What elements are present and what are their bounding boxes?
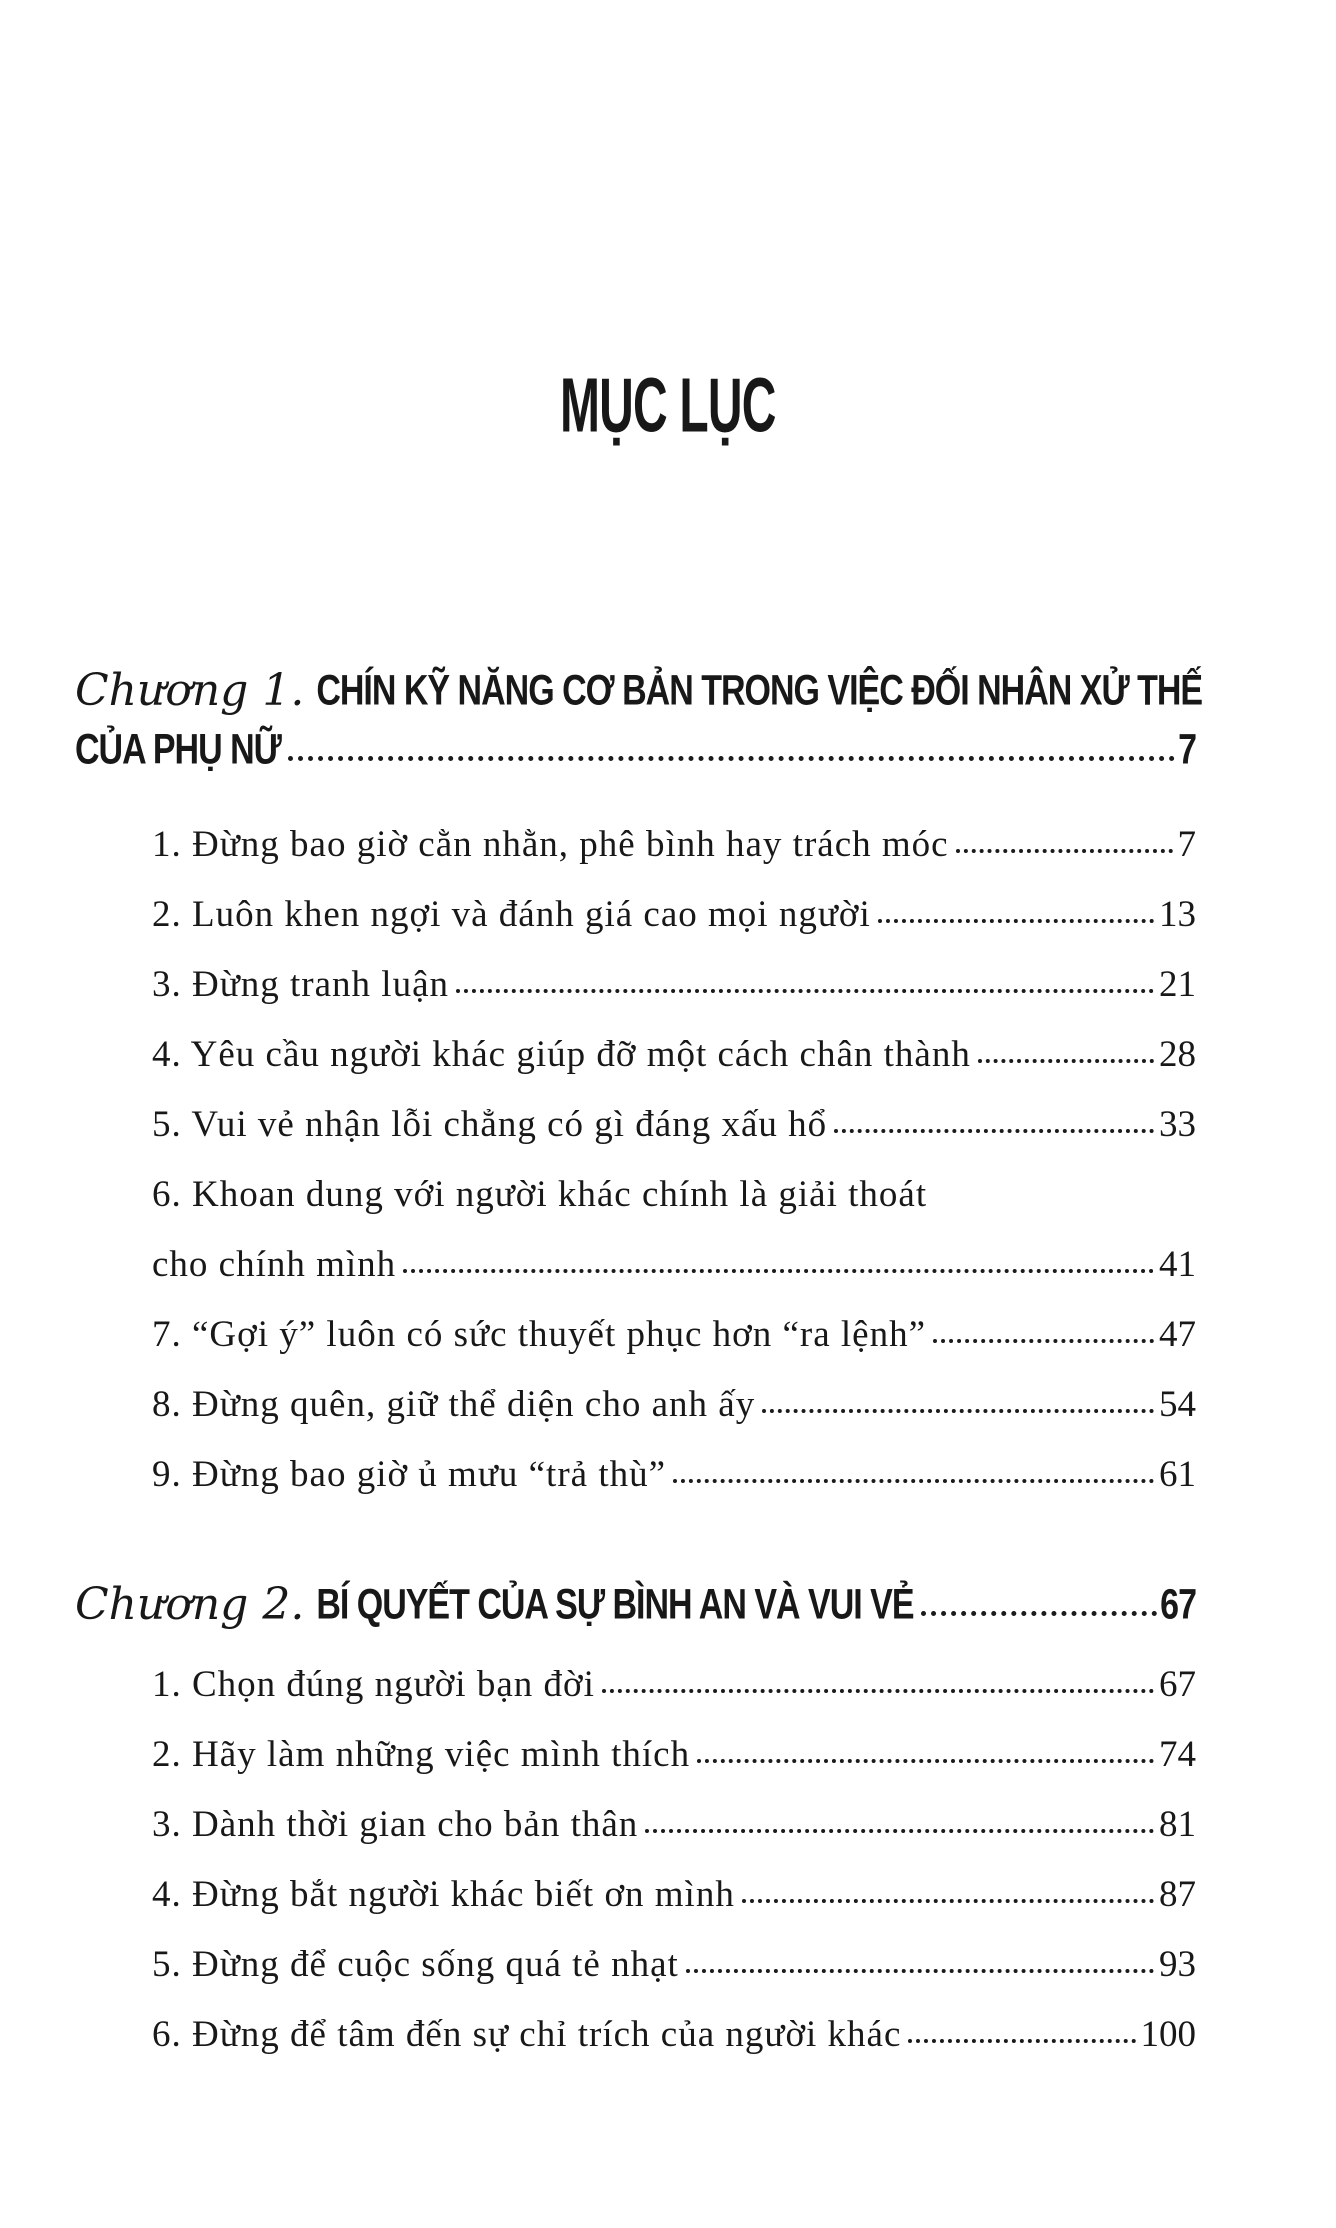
toc-entry-text: 8. Đừng quên, giữ thể diện cho anh ấy bbox=[152, 1384, 756, 1425]
dotted-leader bbox=[742, 1899, 1154, 1903]
toc-entry-page: 21 bbox=[1159, 964, 1196, 1005]
dotted-leader bbox=[978, 1059, 1154, 1063]
toc-entry-page: 7 bbox=[1177, 824, 1196, 865]
toc-entry bbox=[152, 950, 1196, 1020]
toc-entry bbox=[152, 1720, 1196, 1790]
toc-entry-text: 2. Luôn khen ngợi và đánh giá cao mọi người bbox=[152, 894, 871, 935]
toc-entry-text: 6. Đừng để tâm đến sự chỉ trích của người khác bbox=[152, 2014, 902, 2055]
toc-entry-wrapped-line-2 bbox=[152, 1230, 1196, 1300]
toc-entry-page: 87 bbox=[1159, 1874, 1196, 1915]
toc-entry-text: 6. Khoan dung với người khác chính là giải thoát bbox=[152, 1174, 928, 1215]
toc-entry-page: 93 bbox=[1159, 1944, 1196, 1985]
toc-entry bbox=[152, 880, 1196, 950]
toc-entry-text: 9. Đừng bao giờ ủ mưu “trả thù” bbox=[152, 1454, 667, 1495]
chapter-1-title-line-1: CHÍN KỸ NĂNG CƠ BẢN TRONG VIỆC ĐỐI NHÂN XỬ THẾ bbox=[316, 666, 1203, 715]
toc-entry-text: 5. Vui vẻ nhận lỗi chẳng có gì đáng xấu hổ bbox=[152, 1104, 828, 1145]
toc-entry-page: 13 bbox=[1159, 894, 1196, 935]
dotted-leader bbox=[673, 1479, 1154, 1483]
toc-entry-text: 2. Hãy làm những việc mình thích bbox=[152, 1734, 691, 1775]
toc-entry-page: 33 bbox=[1159, 1104, 1196, 1145]
chapter-1-section bbox=[75, 660, 1203, 1510]
toc-entry bbox=[152, 1930, 1196, 2000]
page-title: MỤC LỤC bbox=[560, 362, 776, 448]
table-of-contents bbox=[75, 660, 1203, 2070]
toc-entry-page: 28 bbox=[1159, 1034, 1196, 1075]
toc-entry-page: 100 bbox=[1140, 2014, 1196, 2055]
toc-entry-page: 61 bbox=[1159, 1454, 1196, 1495]
chapter-1-heading-line-2 bbox=[75, 722, 1196, 784]
toc-entry-text: 4. Yêu cầu người khác giúp đỡ một cách chân thành bbox=[152, 1034, 971, 1075]
dotted-leader bbox=[878, 919, 1154, 923]
toc-entry-text: 1. Chọn đúng người bạn đời bbox=[152, 1664, 595, 1705]
toc-entry-page: 41 bbox=[1159, 1244, 1196, 1285]
chapter-2-heading bbox=[75, 1574, 1196, 1636]
chapter-2-title: BÍ QUYẾT CỦA SỰ BÌNH AN VÀ VUI VẺ bbox=[316, 1580, 914, 1629]
toc-entry bbox=[152, 1020, 1196, 1090]
toc-entry bbox=[152, 1790, 1196, 1860]
dotted-leader bbox=[834, 1129, 1154, 1133]
toc-entry-text: 1. Đừng bao giờ cằn nhằn, phê bình hay trách móc bbox=[152, 824, 949, 865]
dotted-leader bbox=[921, 1611, 1158, 1616]
toc-entry-page: 81 bbox=[1159, 1804, 1196, 1845]
toc-entry-text: cho chính mình bbox=[152, 1244, 397, 1285]
chapter-2-script-label: Chương 2. bbox=[75, 1579, 305, 1630]
toc-entry-text: 3. Dành thời gian cho bản thân bbox=[152, 1804, 639, 1845]
toc-entry-text: 3. Đừng tranh luận bbox=[152, 964, 449, 1005]
chapter-2-section bbox=[75, 1574, 1196, 2070]
toc-entry bbox=[152, 1370, 1196, 1440]
chapter-2-page-number: 67 bbox=[1160, 1580, 1196, 1629]
dotted-leader bbox=[288, 756, 1175, 761]
toc-entry bbox=[152, 1440, 1196, 1510]
toc-entry bbox=[152, 1860, 1196, 1930]
dotted-leader bbox=[645, 1829, 1154, 1833]
dotted-leader bbox=[686, 1969, 1154, 1973]
chapter-1-script-label: Chương 1. bbox=[75, 665, 305, 716]
dotted-leader bbox=[602, 1689, 1154, 1693]
dotted-leader bbox=[762, 1409, 1154, 1413]
toc-entry-text: 4. Đừng bắt người khác biết ơn mình bbox=[152, 1874, 735, 1915]
toc-entry-text: 7. “Gợi ý” luôn có sức thuyết phục hơn “ra lệnh” bbox=[152, 1314, 926, 1355]
dotted-leader bbox=[456, 989, 1154, 993]
toc-entry-page: 54 bbox=[1159, 1384, 1196, 1425]
toc-entry bbox=[152, 810, 1196, 880]
toc-entry bbox=[152, 1090, 1196, 1160]
chapter-1-page-number: 7 bbox=[1178, 725, 1196, 774]
toc-entry-wrapped-line-1 bbox=[152, 1160, 1196, 1230]
toc-entry bbox=[152, 1650, 1196, 1720]
toc-entry bbox=[152, 1300, 1196, 1370]
toc-entry-text: 5. Đừng để cuộc sống quá tẻ nhạt bbox=[152, 1944, 679, 1985]
toc-entry bbox=[152, 2000, 1196, 2070]
dotted-leader bbox=[933, 1339, 1154, 1343]
toc-entry-page: 67 bbox=[1159, 1664, 1196, 1705]
dotted-leader bbox=[697, 1759, 1154, 1763]
toc-entry-page: 47 bbox=[1159, 1314, 1196, 1355]
chapter-1-title-line-2: CỦA PHỤ NỮ bbox=[75, 725, 281, 774]
dotted-leader bbox=[956, 849, 1173, 853]
page-title-row bbox=[0, 362, 1336, 457]
toc-entry-page: 74 bbox=[1159, 1734, 1196, 1775]
dotted-leader bbox=[403, 1269, 1154, 1273]
dotted-leader bbox=[908, 2039, 1135, 2043]
